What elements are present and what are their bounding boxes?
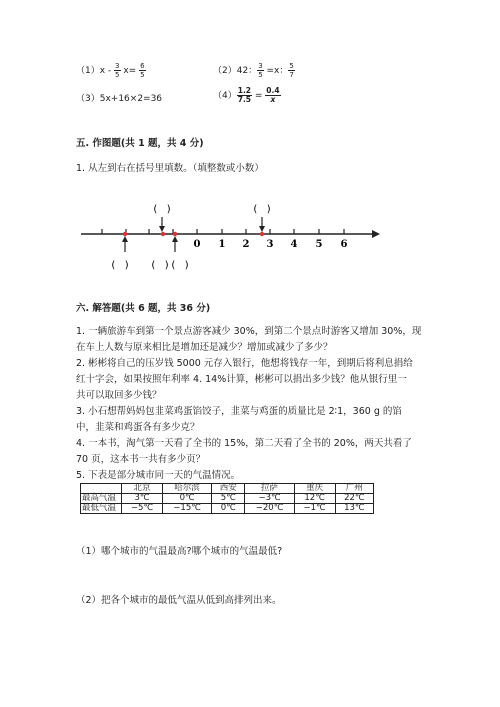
question-line: 1. 一辆旅游车到第一个景点游客减少 30%，到第二个景点时游客又增加 30%，现 <box>76 326 422 337</box>
table-cell: −15℃ <box>162 504 211 514</box>
table-header-cell: 拉萨 <box>245 484 294 494</box>
table-header-cell: 西安 <box>212 484 245 494</box>
arrow-head-icon <box>259 226 265 232</box>
table-header-cell: 重庆 <box>294 484 335 494</box>
answer-bracket: ( ) <box>171 260 189 271</box>
question-line: 4. 一本书，淘气第一天看了全书的 15%，第二天看了全书的 20%，两天共看了 <box>76 438 412 449</box>
fraction: $\frac{0.4}{x}$ <box>266 86 280 104</box>
point-marker <box>173 232 177 236</box>
tick-label: 1 <box>218 239 226 250</box>
table-cell: 12℃ <box>294 494 335 504</box>
answer-bracket: ( ) <box>153 204 171 215</box>
fraction: $\frac{3}{5}$ <box>258 62 263 79</box>
point-marker <box>123 232 127 236</box>
fraction: $\frac{5}{7}$ <box>289 62 294 79</box>
number-line-figure <box>76 198 386 278</box>
table-cell: −1℃ <box>294 504 335 514</box>
question-line: 红十字会，如果按照年利率 4. 14%计算，彬彬可以捐出多少钱？他从银行里一 <box>76 374 407 385</box>
temperature-table <box>80 483 374 514</box>
tick-label: 2 <box>242 239 250 250</box>
fraction: $\frac{3}{5}$ <box>115 62 120 79</box>
fraction: $\frac{6}{5}$ <box>140 62 145 79</box>
table-cell: −3℃ <box>245 494 294 504</box>
answer-bracket: ( ) <box>111 260 129 271</box>
equation-2: （2）42： $\frac{3}{5}$ =x： $\frac{5}{7}$ <box>213 62 294 79</box>
row-label: 最低气温 <box>81 504 122 514</box>
question-text-block <box>76 324 436 484</box>
table-cell: −20℃ <box>245 504 294 514</box>
question-line: 3. 小石想帮妈妈包韭菜鸡蛋馅饺子，韭菜与鸡蛋的质量比是 2∶1，360 g 的馅 <box>76 406 402 417</box>
point-marker <box>260 232 264 236</box>
equation-1: （1）x - $\frac{3}{5}$ x= $\frac{6}{5}$ <box>76 62 145 79</box>
arrow-head-icon <box>172 236 178 242</box>
table-header-cell: 广州 <box>335 484 373 494</box>
table-cell <box>81 484 122 494</box>
question-line: 70 页，这本书一共有多少页？ <box>76 454 206 465</box>
arrow-head-icon <box>159 226 165 232</box>
table-header-cell: 北京 <box>122 484 163 494</box>
sub-question-1: （1）哪个城市的气温最高?哪个城市的气温最低? <box>76 546 283 557</box>
table-cell: 13℃ <box>335 504 373 514</box>
table-row <box>81 484 374 494</box>
equation-3: （3）5x+16×2=36 <box>76 94 163 104</box>
section-5-question: 1. 从左到右在括号里填数。（填整数或小数） <box>76 163 264 174</box>
sub-question-2: （2）把各个城市的最低气温从低到高排列出来。 <box>76 595 282 606</box>
answer-bracket: ( ) <box>151 260 169 271</box>
fraction: $\frac{1.2}{7.5}$ <box>237 86 252 104</box>
arrow-head-icon <box>122 236 128 242</box>
section-5-heading: 五. 作图题(共 1 题，共 4 分) <box>76 138 204 149</box>
tick-label: 0 <box>193 239 201 250</box>
table-row <box>81 494 374 504</box>
question-line: 2. 彬彬将自己的压岁钱 5000 元存入银行，他想将钱存一年，到期后将利息捐给 <box>76 358 413 369</box>
row-label: 最高气温 <box>81 494 122 504</box>
table-header-cell: 哈尔滨 <box>162 484 211 494</box>
point-marker <box>161 232 165 236</box>
question-line: 中，韭菜和鸡蛋各有多少克？ <box>76 422 200 433</box>
answer-bracket: ( ) <box>253 204 271 215</box>
table-cell: −5℃ <box>122 504 163 514</box>
tick-label: 3 <box>266 239 274 250</box>
table-cell: 0℃ <box>162 494 211 504</box>
section-6-heading: 六. 解答题(共 6 题，共 36 分) <box>76 303 211 314</box>
tick-label: 6 <box>340 239 348 250</box>
table-cell: 3℃ <box>122 494 163 504</box>
tick-label: 5 <box>315 239 323 250</box>
question-line: 共可以取回多少钱？ <box>76 390 162 401</box>
table-row <box>81 504 374 514</box>
question-line: 在车上人数与原来相比是增加还是减少？增加或减少了多少？ <box>76 342 333 353</box>
table-cell: 22℃ <box>335 494 373 504</box>
table-cell: 0℃ <box>212 504 245 514</box>
tick-label: 4 <box>290 239 298 250</box>
question-line: 5. 下表是部分城市同一天的气温情况。 <box>76 470 241 481</box>
arrow-head-icon <box>372 230 380 238</box>
table-cell: 5℃ <box>212 494 245 504</box>
equation-4: （4） $\frac{1.2}{7.5}$ = $\frac{0.4}{x}$ <box>213 86 280 104</box>
